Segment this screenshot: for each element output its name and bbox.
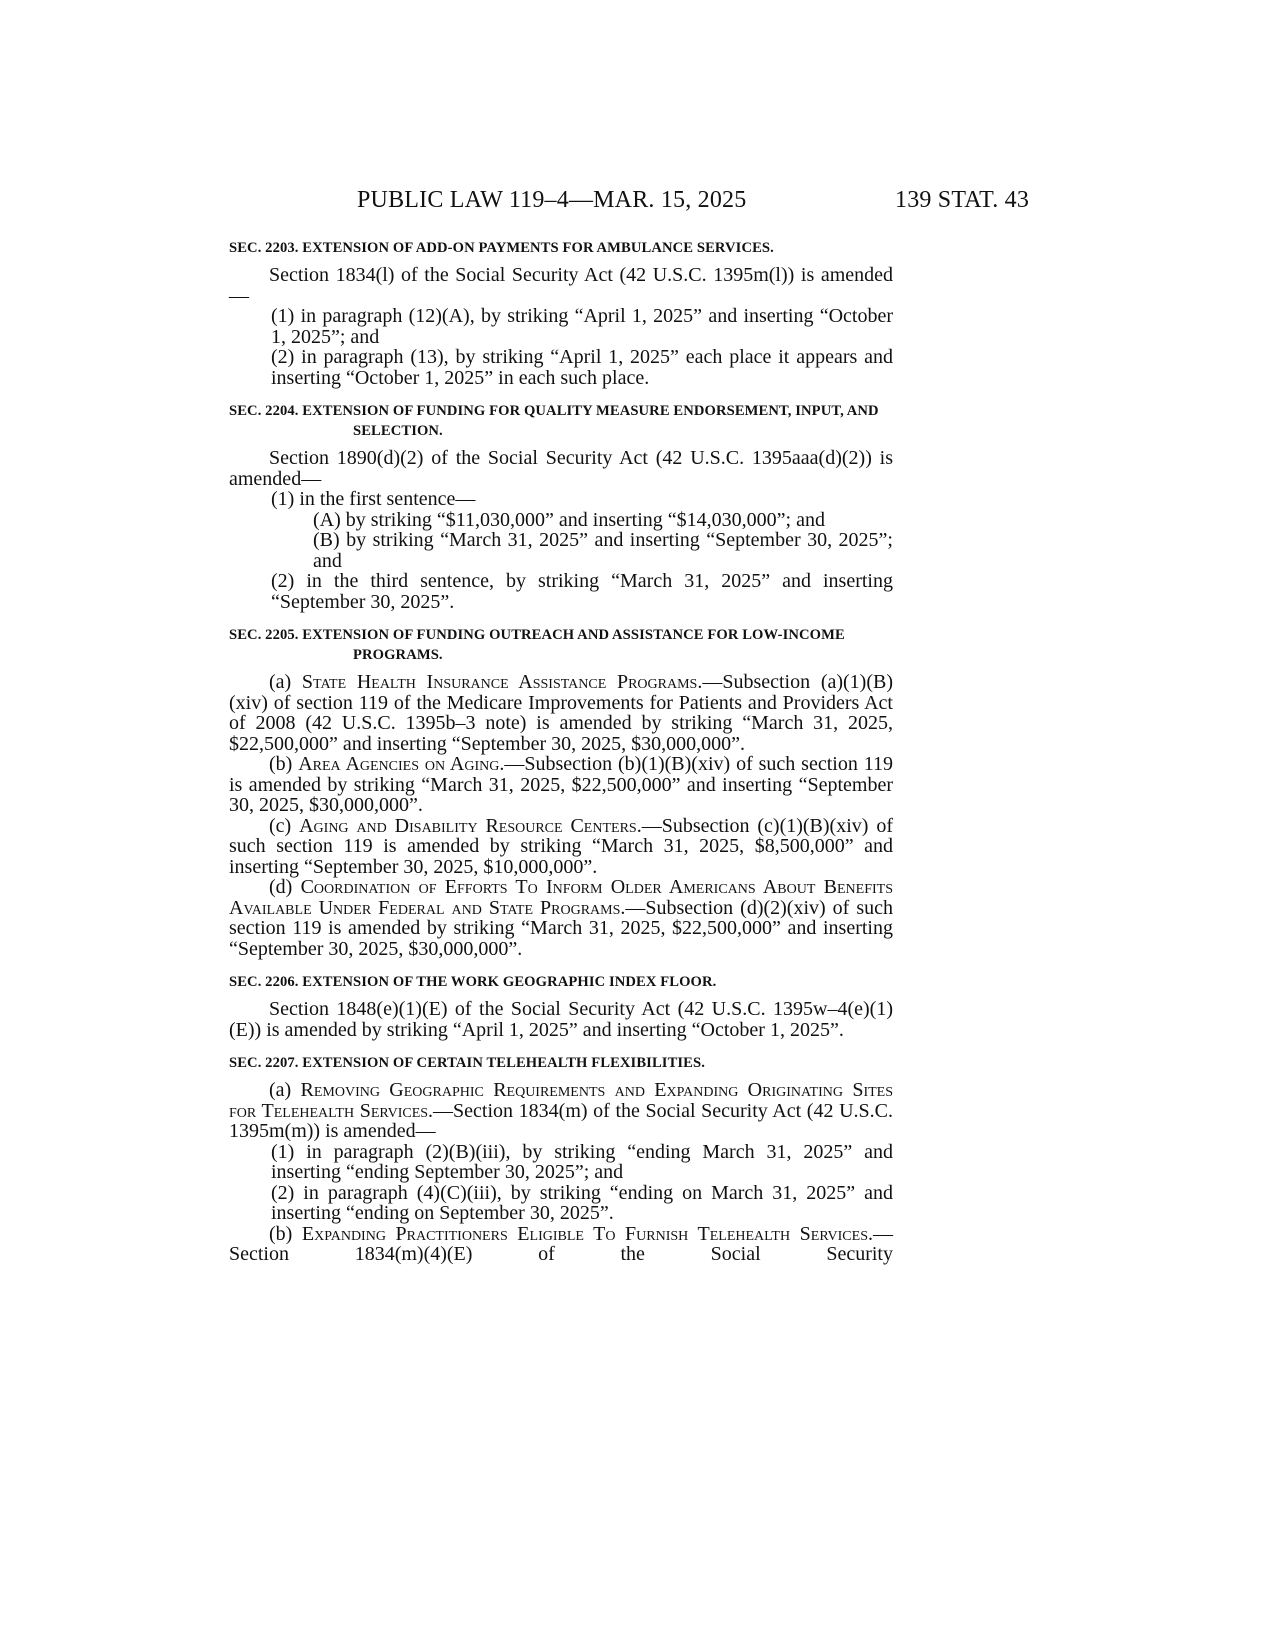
subsection-text: .—Subsection (d)(2)(xiv) of such section 119 is amended by striking “March 31, 2025, $22,500,000” and inserting “September 30, 2025, $30,000,000”. (229, 896, 893, 960)
section-2207-paragraph-2: (2) in paragraph (4)(C)(iii), by striking “ending on March 31, 2025” and inserting “ending on September 30, 2025”. (271, 1181, 893, 1224)
subsection-text: .—Section 1834(m)(4)(E) of the Social Security (229, 1222, 893, 1265)
section-2207-heading: SEC. 2207. EXTENSION OF CERTAIN TELEHEALTH FLEXIBILITIES. (229, 1055, 705, 1071)
running-header-stat-page: 139 STAT. 43 (895, 187, 1030, 213)
section-2205-subsection-a (229, 672, 893, 754)
subsection-text: .—Subsection (b)(1)(B)(xiv) of such section 119 is amended by striking “March 31, 2025, $22,500,000” and inserting “September 30, 2025, $30,000,000”. (229, 753, 893, 816)
subsection-label: (b) (269, 1222, 302, 1245)
subsection-caption: State Health Insurance Assistance Programs (301, 671, 698, 693)
subsection-label: (a) (269, 671, 302, 693)
section-2204-heading: SEC. 2204. EXTENSION OF FUNDING FOR QUALITY MEASURE ENDORSEMENT, INPUT, AND SELECTION. (229, 403, 879, 439)
section-2203-paragraph-1: (1) in paragraph (12)(A), by striking “April 1, 2025” and inserting “October 1, 2025”; and (271, 305, 893, 348)
section-2204-paragraph-1: (1) in the first sentence— (271, 488, 476, 510)
section-2205-heading: SEC. 2205. EXTENSION OF FUNDING OUTREACH AND ASSISTANCE FOR LOW-INCOME PROGRAMS. (229, 627, 845, 663)
section-2204-subparagraph-b: (B) by striking “March 31, 2025” and inserting “September 30, 2025”; and (313, 529, 893, 572)
section-2205-subsection-d (229, 877, 893, 959)
subsection-caption: Expanding Practitioners Eligible To Furnish Telehealth Services (301, 1222, 868, 1245)
subsection-caption: Area Agencies on Aging (298, 753, 500, 775)
subsection-caption: Aging and Disability Resource Centers (299, 814, 637, 837)
section-2205-subsection-b (229, 754, 893, 816)
subsection-label: (a) (269, 1079, 301, 1101)
subsection-caption: Removing Geographic Requirements and Expanding Originating Sites for Telehealth Services (229, 1079, 893, 1122)
section-2206-text: Section 1848(e)(1)(E) of the Social Security Act (42 U.S.C. 1395w–4(e)(1)(E)) is amended by striking “April 1, 2025” and inserting “October 1, 2025”. (229, 998, 893, 1041)
subsection-label: (b) (269, 753, 299, 775)
section-2204-paragraph-2: (2) in the third sentence, by striking “March 31, 2025” and inserting “September 30, 2025”. (271, 570, 893, 613)
section-2204-intro: Section 1890(d)(2) of the Social Security Act (42 U.S.C. 1395aaa(d)(2)) is amended— (229, 447, 893, 490)
subsection-label: (d) (269, 876, 301, 898)
subsection-caption: Coordination of Efforts To Inform Older Americans About Benefits Available Under Federal and State Programs (229, 876, 893, 919)
section-2203-heading: SEC. 2203. EXTENSION OF ADD-ON PAYMENTS FOR AMBULANCE SERVICES. (229, 240, 774, 256)
subsection-text: .—Section 1834(m) of the Social Security Act (42 U.S.C. 1395m(m)) is amended— (229, 1099, 893, 1142)
section-2205-subsection-c (229, 816, 893, 878)
section-2204-subparagraph-a: (A) by striking “$11,030,000” and inserting “$14,030,000”; and (313, 508, 825, 531)
subsection-text: .—Subsection (c)(1)(B)(xiv) of such section 119 is amended by striking “March 31, 2025, $8,500,000” and inserting “September 30, 2025, $10,000,000”. (229, 814, 893, 878)
section-2203-intro: Section 1834(l) of the Social Security Act (42 U.S.C. 1395m(l)) is amended— (229, 264, 893, 307)
section-2207-paragraph-1: (1) in paragraph (2)(B)(iii), by striking “ending March 31, 2025” and inserting “ending September 30, 2025”; and (271, 1140, 893, 1183)
running-header-title: PUBLIC LAW 119–4—MAR. 15, 2025 (357, 187, 747, 213)
section-2207-subsection-b (229, 1224, 893, 1265)
subsection-text: .—Subsection (a)(1)(B)(xiv) of section 119 of the Medicare Improvements for Patients and Providers Act of 2008 (42 U.S.C. 1395b–3 note) is amended by striking “March 31, 2025, $22,500,000” and inserting “September 30, 2025, $30,000,000”. (229, 671, 893, 755)
section-2207-subsection-a (229, 1080, 893, 1142)
section-2206-heading: SEC. 2206. EXTENSION OF THE WORK GEOGRAPHIC INDEX FLOOR. (229, 974, 717, 990)
subsection-label: (c) (269, 814, 300, 837)
section-2203-paragraph-2: (2) in paragraph (13), by striking “April 1, 2025” each place it appears and inserting “October 1, 2025” in each such place. (271, 346, 893, 389)
document-body (229, 238, 893, 1265)
